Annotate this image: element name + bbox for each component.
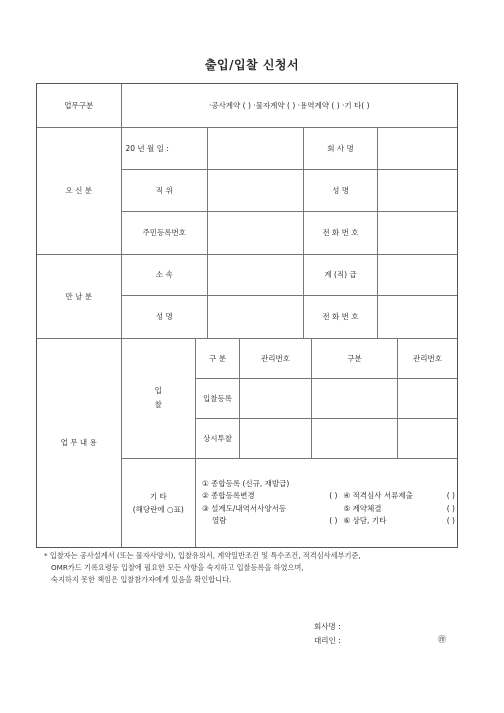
business-type-options[interactable]: ·공사계약 ( ) ·물자계약 ( ) ·용역계약 ( ) ·기 타( ): [121, 84, 457, 127]
regular-bid-category-2[interactable]: [312, 419, 398, 459]
business-type-label: 업무구분: [37, 84, 121, 127]
bid-registration-mgmt-no-2[interactable]: [398, 379, 458, 419]
etc-option-3-cont: 열람: [212, 516, 227, 526]
host-table: [122, 255, 458, 338]
etc-option-1[interactable]: ① 종합등록 (신규, 재발급): [202, 478, 290, 488]
etc-option-6[interactable]: ⑥ 상담, 기타: [343, 516, 387, 526]
etc-hint: (해당란에 ○표): [132, 504, 184, 514]
host-name-label: 성 명: [122, 296, 208, 338]
host-phone-label: 전 화 번 호: [304, 296, 378, 338]
notice-line-2: OMR카드 기록요령등 입찰에 필요한 모든 사항을 숙지하고 입찰등록을 하였으며,: [51, 562, 304, 572]
host-phone-field[interactable]: [378, 296, 458, 338]
host-name-field[interactable]: [208, 296, 304, 338]
visitor-table: [122, 128, 458, 254]
host-label: 만 날 분: [37, 254, 121, 338]
etc-option-4-check[interactable]: ( ): [446, 491, 455, 501]
header-category-2: 구분: [312, 339, 398, 379]
visitor-name-field[interactable]: [378, 170, 458, 212]
page-title: 출입/입찰 신청서: [204, 58, 300, 72]
header-mgmt-no-2: 관리번호: [398, 339, 458, 379]
id-number-field[interactable]: [208, 212, 304, 254]
position-field[interactable]: [208, 170, 304, 212]
visitor-label: 오 신 분: [37, 127, 121, 254]
signature-company-label: 회사명 :: [314, 622, 341, 631]
rank-label: 계 (직) 급: [304, 255, 378, 296]
etc-label-cell: [122, 459, 196, 547]
etc-option-3[interactable]: ③ 설계도/내역서사양서등: [202, 503, 287, 513]
seal-mark: ㊞: [438, 635, 446, 644]
header-category-1: 구 분: [196, 339, 240, 379]
visitor-name-label: 성 명: [304, 170, 378, 212]
date-field[interactable]: [208, 128, 304, 170]
notice-text: [44, 550, 464, 585]
etc-option-2[interactable]: ② 종합등록변경: [202, 491, 255, 501]
etc-options: [196, 459, 458, 547]
work-content-label: 업 무 내 용: [37, 338, 121, 547]
dept-label: 소 속: [122, 255, 208, 296]
regular-bid-label: 상시투찰: [196, 419, 240, 459]
etc-option-5-check[interactable]: ( ): [446, 503, 455, 513]
etc-option-5[interactable]: ⑤ 계약체결: [343, 503, 382, 513]
company-name-field[interactable]: [378, 128, 458, 170]
application-form: [36, 83, 458, 548]
signature-agent-field[interactable]: [350, 634, 430, 648]
company-name-label: 회 사 명: [304, 128, 378, 170]
dept-field[interactable]: [208, 255, 304, 296]
rank-field[interactable]: [378, 255, 458, 296]
visitor-phone-field[interactable]: [378, 212, 458, 254]
id-number-label: 주민등록번호: [122, 212, 208, 254]
visitor-phone-label: 전 화 번 호: [304, 212, 378, 254]
position-label: 직 위: [122, 170, 208, 212]
bid-label: 입 찰: [122, 339, 196, 459]
etc-option-2-check[interactable]: ( ): [329, 491, 338, 501]
signature-company-field[interactable]: [350, 620, 430, 634]
etc-option-6-check[interactable]: ( ): [446, 516, 455, 526]
signature-agent-label: 대리인 :: [314, 636, 341, 645]
notice-line-3: 숙지하지 못한 책임은 입찰참가자에게 있음을 확인합니다.: [51, 574, 232, 584]
etc-option-4[interactable]: ④ 적격심사 서류제출: [343, 491, 413, 501]
work-table: [122, 339, 458, 547]
date-label: 20 년 월 일 :: [122, 128, 208, 170]
regular-bid-mgmt-no-2[interactable]: [398, 419, 458, 459]
bid-registration-category-2[interactable]: [312, 379, 398, 419]
bid-registration-mgmt-no[interactable]: [240, 379, 312, 419]
etc-label: 기 타: [149, 491, 167, 501]
signature-block: [314, 620, 430, 648]
notice-line-1: * 입찰자는 공사설계서 (또는 물자사양서), 입찰유의서, 계약일반조건 및 특수조건, 적격심사세부기준,: [44, 551, 361, 560]
etc-option-3-check[interactable]: ( ): [329, 516, 338, 526]
bid-registration-label: 입찰등록: [196, 379, 240, 419]
header-mgmt-no-1: 관리번호: [240, 339, 312, 379]
form-table: [37, 84, 457, 547]
regular-bid-mgmt-no[interactable]: [240, 419, 312, 459]
